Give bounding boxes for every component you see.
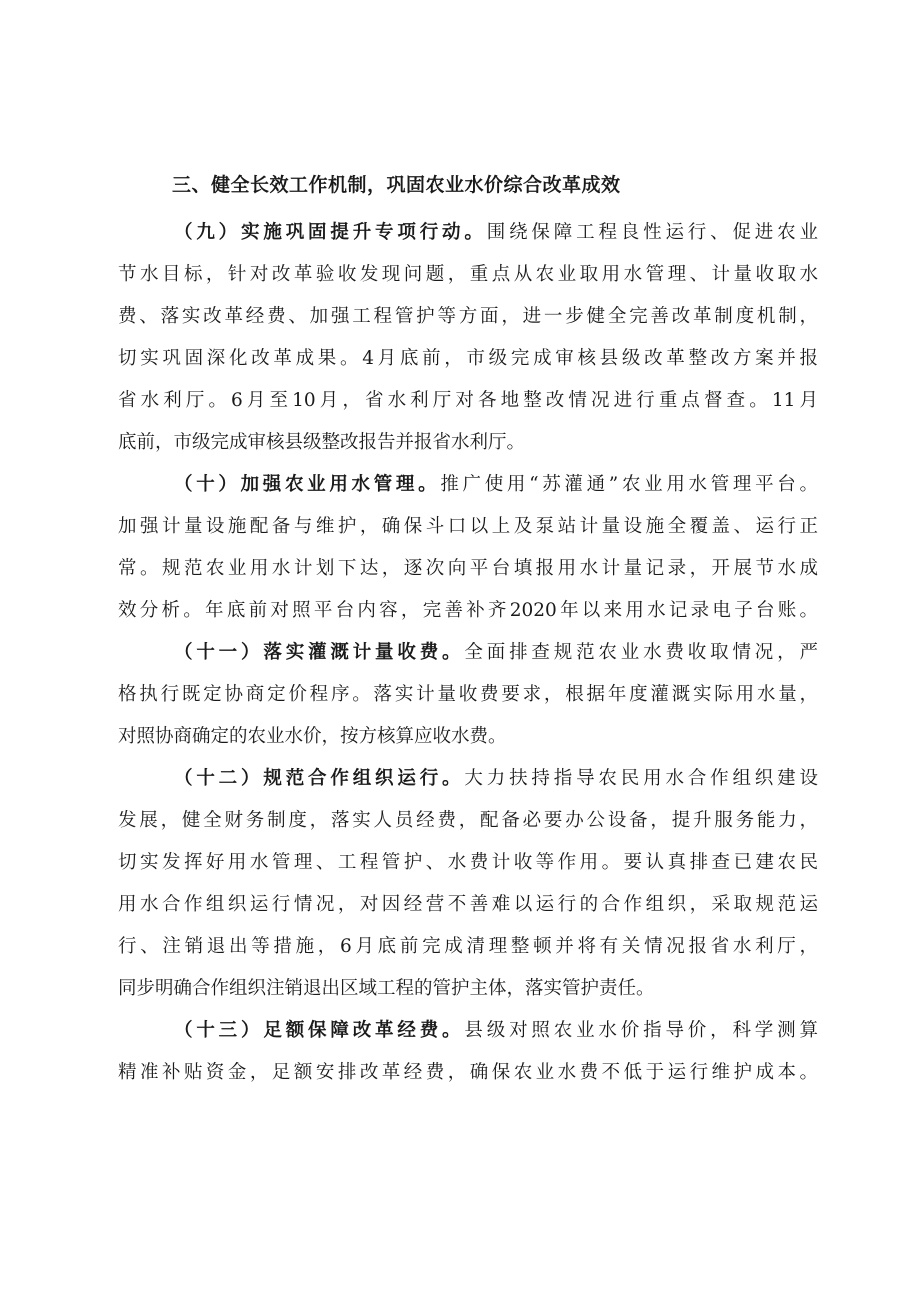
paragraph-line [118, 464, 818, 506]
paragraph-line: 格执行既定协商定价程序。落实计量收费要求，根据年度灌溉实际用水量， [118, 684, 818, 705]
paragraph-line [118, 758, 818, 800]
paragraph-line: 费、落实改革经费、加强工程管护等方面，进一步健全完善改革制度机制， [118, 306, 818, 327]
paragraph-line: 切实巩固深化改革成果。4月底前，市级完成审核县级改革整改方案并报 [118, 348, 818, 369]
line-text: 县级对照农业水价指导价，科学测算 [464, 1020, 818, 1041]
paragraph-line: 行、注销退出等措施，6月底前完成清理整顿并将有关情况报省水利厅， [118, 936, 818, 957]
paragraph-line: 用水合作组织运行情况，对因经营不善难以运行的合作组织，采取规范运 [118, 894, 818, 915]
paragraph-9 [118, 212, 818, 464]
paragraph-line [118, 212, 818, 254]
paragraph-lead: （十二）规范合作组织运行。 [174, 768, 465, 789]
paragraph-11 [118, 632, 818, 758]
paragraph-line: 节水目标，针对改革验收发现问题，重点从农业取用水管理、计量收取水 [118, 264, 818, 285]
paragraph-line: 效分析。年底前对照平台内容，完善补齐2020年以来用水记录电子台账。 [118, 600, 818, 621]
paragraph-line: 发展，健全财务制度，落实人员经费，配备必要办公设备，提升服务能力， [118, 810, 818, 831]
line-text: 围绕保障工程良性运行、促进农业 [486, 222, 818, 243]
paragraph-12 [118, 758, 818, 1010]
paragraph-line: 同步明确合作组织注销退出区域工程的管护主体，落实管护责任。 [118, 978, 655, 999]
line-text: 全面排查规范农业水费收取情况，严 [464, 642, 818, 663]
paragraph-lead: （十）加强农业用水管理。 [174, 474, 441, 495]
paragraph-line: 底前，市级完成审核县级整改报告并报省水利厅。 [118, 432, 526, 453]
paragraph-line: 省水利厅。6月至10月，省水利厅对各地整改情况进行重点督查。11月 [118, 390, 818, 411]
paragraph-line [118, 632, 818, 674]
paragraph-13 [118, 1010, 818, 1094]
document-body [118, 212, 818, 1094]
paragraph-lead: （十一）落实灌溉计量收费。 [174, 642, 465, 663]
paragraph-line: 切实发挥好用水管理、工程管护、水费计收等作用。要认真排查已建农民 [118, 852, 818, 873]
line-text: 大力扶持指导农民用水合作组织建设 [464, 768, 818, 789]
paragraph-line: 加强计量设施配备与维护，确保斗口以上及泵站计量设施全覆盖、运行正 [118, 516, 818, 537]
paragraph-lead: （九）实施巩固提升专项行动。 [174, 222, 487, 243]
section-heading: 三、健全长效工作机制，巩固农业水价综合改革成效 [172, 174, 621, 196]
paragraph-line: 精准补贴资金，足额安排改革经费，确保农业水费不低于运行维护成本。 [118, 1062, 818, 1083]
paragraph-line [118, 1010, 818, 1052]
paragraph-10 [118, 464, 818, 632]
line-text: 推广使用“苏灌通”农业用水管理平台。 [440, 474, 818, 495]
paragraph-line: 常。规范农业用水计划下达，逐次向平台填报用水计量记录，开展节水成 [118, 558, 818, 579]
paragraph-line: 对照协商确定的农业水价，按方核算应收水费。 [118, 726, 507, 747]
paragraph-lead: （十三）足额保障改革经费。 [174, 1020, 465, 1041]
